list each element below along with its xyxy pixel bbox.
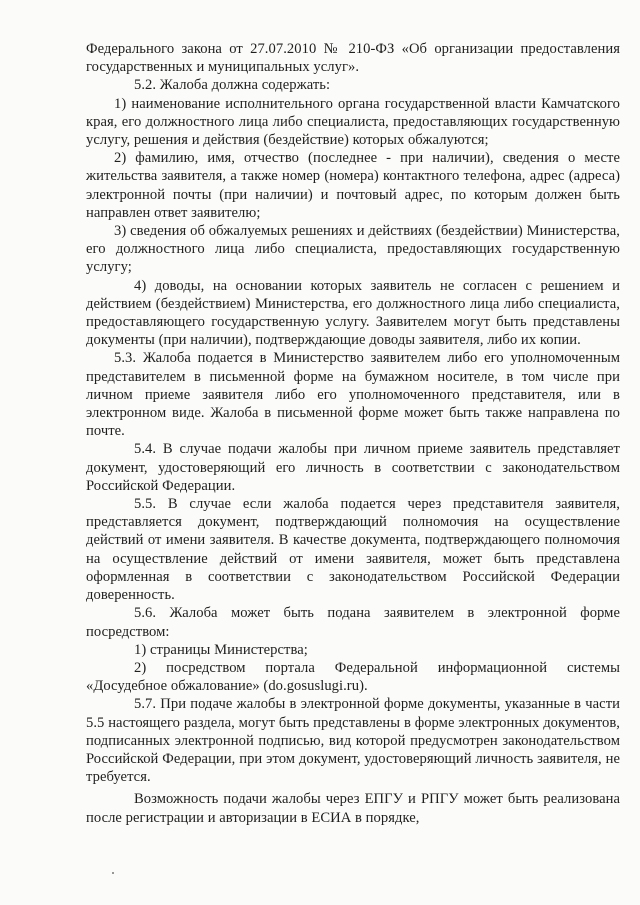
paragraph-5-2-item-4: 4) доводы, на основании которых заявитель не согласен с решением и действием (бездействием) Министерства, его должностного лица либо специалиста, предоставляющего государственную услугу. Заявителем могут быть представлены документы (при наличии), подтверждающие доводы заявителя, либо их копии. [86, 277, 620, 349]
paragraph-5-4: 5.4. В случае подачи жалобы при личном приеме заявитель представляет документ, удостоверяющий его личность в соответствии с законодательством Российской Федерации. [86, 441, 620, 494]
paragraph-5-2-item-2: 2) фамилию, имя, отчество (последнее - при наличии), сведения о месте жительства заявителя, а также номер (номера) контактного телефона, адрес (адреса) электронной почты (при наличии) и почтовый адрес, по которым должен быть направлен ответ заявителю; [86, 150, 620, 221]
paragraph-5-6: 5.6. Жалоба может быть подана заявителем в электронной форме посредством: [86, 605, 620, 640]
paragraph-5-6-item-1: 1) страницы Министерства; [134, 641, 308, 658]
scan-speck [112, 872, 114, 874]
paragraph-esia: Возможность подачи жалобы через ЕПГУ и РПГУ может быть реализована после регистрации и авторизации в ЕСИА в порядке, [86, 791, 620, 826]
paragraph-5-3: 5.3. Жалоба подается в Министерство заявителем либо его уполномоченным представителем в письменной форме на бумажном носителе, в том числе при личном приеме заявителя либо его уполномоченного представителя, или в электронном виде. Жалоба в письменной форме может быть также направлена по почте. [86, 350, 620, 440]
paragraph-5-2-item-3: 3) сведения об обжалуемых решениях и действиях (бездействии) Министерства, его должностного лица либо специалиста, предоставляющих государственную услугу; [86, 223, 620, 276]
paragraph-5-2-heading: 5.2. Жалоба должна содержать: [134, 77, 331, 94]
paragraph-intro: Федерального закона от 27.07.2010 № 210-ФЗ «Об организации предоставления государственных и муниципальных услуг». [86, 41, 620, 76]
paragraph-5-5: 5.5. В случае если жалоба подается через представителя заявителя, представляется документ, подтверждающий полномочия на осуществление действий от имени заявителя. В качестве документа, подтверждающего полномочия на осуществление действий от имени заявителя, может быть представлена оформленная в соответствии с законодательством Российской Федерации доверенность. [86, 496, 620, 604]
paragraph-5-7: 5.7. При подаче жалобы в электронной форме документы, указанные в части 5.5 настоящего раздела, могут быть представлены в форме электронных документов, подписанных электронной подписью, вид которой предусмотрен законодательством Российской Федерации, при этом документ, удостоверяющий личность заявителя, не требуется. [86, 696, 620, 786]
paragraph-5-6-item-2: 2) посредством портала Федеральной информационной системы «Досудебное обжалование» (do.gosuslugi.ru). [86, 659, 620, 695]
paragraph-5-2-item-1: 1) наименование исполнительного органа государственной власти Камчатского края, его должностного лица либо специалиста, предоставляющих государственную услугу, решения и действия (бездействие) которых обжалуются; [86, 95, 620, 149]
